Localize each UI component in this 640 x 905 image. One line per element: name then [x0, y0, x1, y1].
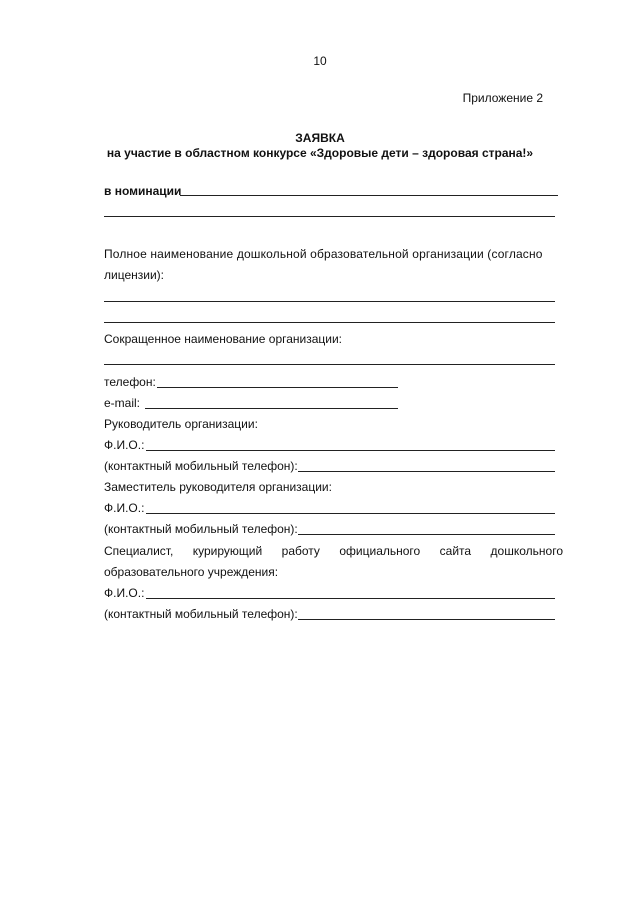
- full-name-field-line-2[interactable]: [104, 322, 555, 323]
- email-field-line[interactable]: [145, 408, 398, 409]
- short-name-label: Сокращенное наименование организации:: [104, 332, 343, 346]
- specialist-label-cont: образовательного учреждения:: [104, 565, 279, 579]
- specialist-word: дошкольного: [490, 544, 563, 558]
- head-label: Руководитель организации:: [104, 417, 258, 431]
- specialist-fio-field-line[interactable]: [146, 598, 555, 599]
- head-mobile-label: (контактный мобильный телефон):: [104, 459, 298, 473]
- document-subtitle: на участие в областном конкурсе «Здоровые дети – здоровая страна!»: [106, 146, 534, 160]
- deputy-mobile-label: (контактный мобильный телефон):: [104, 522, 298, 536]
- full-name-field-line-1[interactable]: [104, 301, 555, 302]
- specialist-word: официального: [339, 544, 421, 558]
- nomination-field-line-1[interactable]: [180, 195, 558, 196]
- specialist-mobile-field-line[interactable]: [298, 619, 555, 620]
- deputy-label: Заместитель руководителя организации:: [104, 480, 332, 494]
- specialist-fio-label: Ф.И.О.:: [104, 586, 145, 600]
- nomination-field-line-2[interactable]: [104, 216, 555, 217]
- appendix-label: Приложение 2: [462, 91, 543, 105]
- email-label: e-mail:: [104, 396, 141, 410]
- specialist-word: Специалист,: [104, 544, 174, 558]
- document-title: ЗАЯВКА: [295, 131, 345, 145]
- head-mobile-field-line[interactable]: [298, 471, 555, 472]
- head-fio-label: Ф.И.О.:: [104, 438, 145, 452]
- short-name-field-line[interactable]: [104, 364, 555, 365]
- full-name-label-text: Полное наименование дошкольной образовательной организации (согласно: [104, 247, 543, 261]
- head-fio-field-line[interactable]: [146, 450, 555, 451]
- page-number: 10: [313, 54, 327, 68]
- deputy-fio-label: Ф.И.О.:: [104, 501, 145, 515]
- specialist-mobile-label: (контактный мобильный телефон):: [104, 607, 298, 621]
- nomination-label: в номинации: [104, 184, 182, 198]
- full-name-label-cont: лицензии):: [104, 268, 164, 282]
- specialist-word: курирующий: [192, 544, 263, 558]
- specialist-word: сайта: [439, 544, 472, 558]
- full-name-label: [104, 247, 563, 261]
- deputy-fio-field-line[interactable]: [146, 513, 555, 514]
- phone-field-line[interactable]: [157, 387, 398, 388]
- deputy-mobile-field-line[interactable]: [298, 534, 555, 535]
- phone-label: телефон:: [104, 375, 156, 389]
- specialist-word: работу: [281, 544, 320, 558]
- specialist-label: [104, 544, 563, 558]
